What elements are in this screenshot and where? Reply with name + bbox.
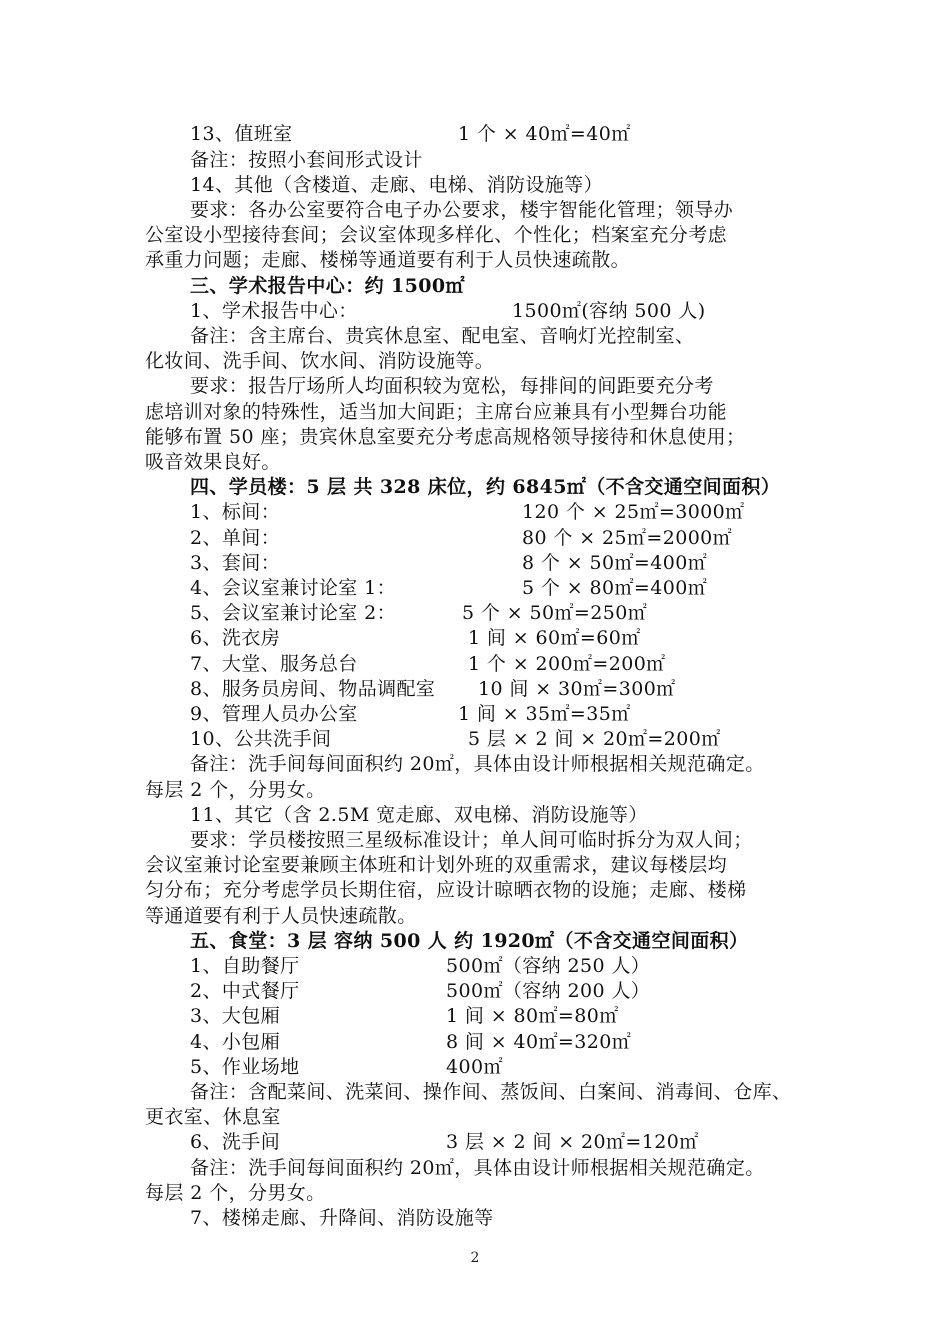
note-line: 备注：按照小套间形式设计 xyxy=(190,149,423,171)
text-line: 承重力问题；走廊、楼梯等通道要有利于人员快速疏散。 xyxy=(145,249,631,271)
text-line: 虑培训对象的特殊性，适当加大间距；主席台应兼具有小型舞台功能 xyxy=(145,401,728,423)
item-suite: 3、套间： 8 个 × 50㎡=400㎡ xyxy=(190,552,708,574)
requirement-line: 要求：报告厅场所人均面积较为宽松，每排间的间距要充分考 xyxy=(190,375,714,397)
section-heading-dormitory: 四、学员楼：5 层 共 328 床位，约 6845㎡（不含交通空间面积） xyxy=(190,476,781,498)
item-meeting-room-1: 4、会议室兼讨论室 1： 5 个 × 80㎡=400㎡ xyxy=(190,577,708,599)
text-line: 每层 2 个，分男女。 xyxy=(145,779,326,801)
text-line: 会议室兼讨论室要兼顾主体班和计划外班的双重需求，建议每楼层均 xyxy=(145,854,728,876)
item-stairs-elevator: 7、楼梯走廊、升降间、消防设施等 xyxy=(190,1207,494,1229)
item-buffet: 1、自助餐厅 500㎡（容纳 250 人） xyxy=(190,955,651,977)
item-single-room: 2、单间： 80 个 × 25㎡=2000㎡ xyxy=(190,527,733,549)
item-chinese-restaurant: 2、中式餐厅 500㎡（容纳 200 人） xyxy=(190,980,651,1002)
requirement-line: 要求：学员楼按照三星级标准设计；单人间可临时拆分为双人间； xyxy=(190,829,753,851)
note-line: 备注：含主席台、贵宾休息室、配电室、音响灯光控制室、 xyxy=(190,325,695,347)
section-heading-lecture-center: 三、学术报告中心：约 1500㎡ xyxy=(190,275,465,297)
item-public-restroom: 10、公共洗手间 5 层 × 2 间 × 20㎡=200㎡ xyxy=(190,728,721,750)
item-large-private-room: 3、大包厢 1 间 × 80㎡=80㎡ xyxy=(190,1005,619,1027)
text-line: 能够布置 50 座；贵宾休息室要充分考虑高规格领导接待和休息使用； xyxy=(145,426,746,448)
text-line: 等通道要有利于人员快速疏散。 xyxy=(145,905,417,927)
item-duty-room: 13、值班室 1 个 × 40㎡=40㎡ xyxy=(190,123,631,145)
text-line: 匀分布；充分考虑学员长期住宿，应设计晾晒衣物的设施；走廊、楼梯 xyxy=(145,879,747,901)
text-line: 每层 2 个，分男女。 xyxy=(145,1182,326,1204)
item-lecture-center: 1、学术报告中心： 1500㎡(容纳 500 人) xyxy=(190,300,706,322)
text-line: 更衣室、休息室 xyxy=(145,1106,281,1128)
note-line: 备注：洗手间每间面积约 20㎡，具体由设计师根据相关规范确定。 xyxy=(190,753,765,775)
item-standard-room: 1、标间： 120 个 × 25㎡=3000㎡ xyxy=(190,501,745,523)
item-admin-office: 9、管理人员办公室 1 间 × 35㎡=35㎡ xyxy=(190,703,631,725)
item-canteen-restroom: 6、洗手间 3 层 × 2 间 × 20㎡=120㎡ xyxy=(190,1131,699,1153)
requirement-line: 要求：各办公室要符合电子办公要求，楼宇智能化管理；领导办 xyxy=(190,199,734,221)
page-number: 2 xyxy=(470,1250,480,1266)
text-line: 化妆间、洗手间、饮水间、消防设施等。 xyxy=(145,350,495,372)
text-line: 吸音效果良好。 xyxy=(145,451,281,473)
item-lobby: 7、大堂、服务总台 1 个 × 200㎡=200㎡ xyxy=(190,653,666,675)
item-laundry: 6、洗衣房 1 间 × 60㎡=60㎡ xyxy=(190,627,641,649)
section-heading-canteen: 五、食堂：3 层 容纳 500 人 约 1920㎡（不含交通空间面积） xyxy=(190,930,749,952)
item-staff-rooms: 8、服务员房间、物品调配室 10 间 × 30㎡=300㎡ xyxy=(190,678,676,700)
note-line: 备注：含配菜间、洗菜间、操作间、蒸饭间、白案间、消毒间、仓库、 xyxy=(190,1081,792,1103)
note-line: 备注：洗手间每间面积约 20㎡，具体由设计师根据相关规范确定。 xyxy=(190,1157,765,1179)
item-other-dormitory: 11、其它（含 2.5M 宽走廊、双电梯、消防设施等） xyxy=(190,804,648,826)
item-work-area: 5、作业场地 400㎡ xyxy=(190,1056,503,1078)
item-small-private-room: 4、小包厢 8 间 × 40㎡=320㎡ xyxy=(190,1031,632,1053)
text-line: 公室设小型接待套间；会议室体现多样化、个性化；档案室充分考虑 xyxy=(145,224,728,246)
item-meeting-room-2: 5、会议室兼讨论室 2： 5 个 × 50㎡=250㎡ xyxy=(190,602,648,624)
item-other: 14、其他（含楼道、走廊、电梯、消防设施等） xyxy=(190,174,603,196)
